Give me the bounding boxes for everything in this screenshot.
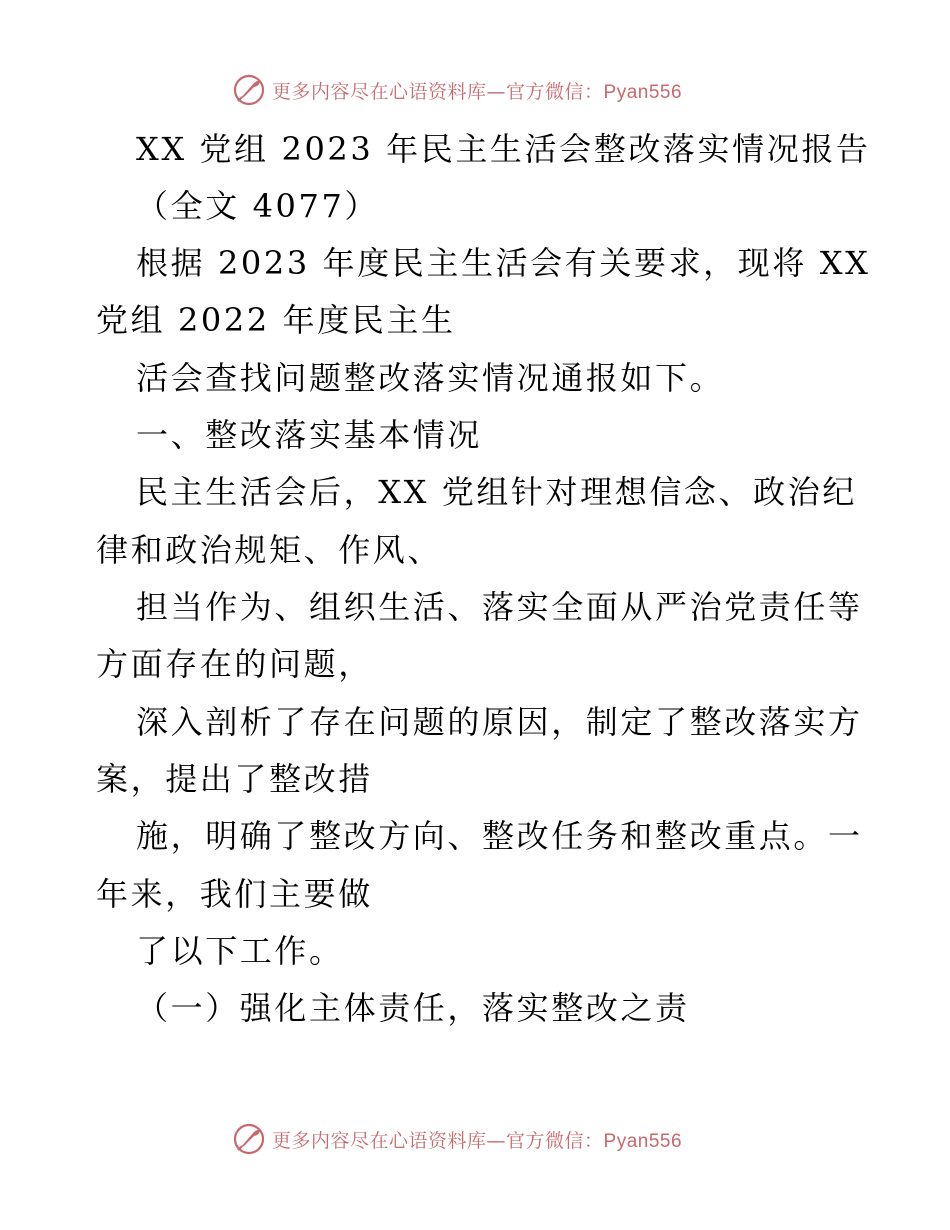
section-heading: 一、整改落实基本情况 [136, 416, 483, 454]
paragraph-line: 民主生活会后，XX 党组针对理想信念、政治纪 [136, 473, 857, 511]
watermark-wechat-id: Pyan556 [603, 81, 683, 103]
watermark-footer [232, 1122, 682, 1156]
document-subtitle: （全文 4077） [136, 187, 380, 225]
paragraph-line: 方面存在的问题， [96, 645, 373, 683]
watermark-text: 更多内容尽在心语资料库—官方微信：Pyan556 [272, 80, 683, 103]
quill-logo-icon [232, 73, 266, 107]
paragraph-line: 年来，我们主要做 [96, 875, 373, 913]
watermark-wechat-id: Pyan556 [603, 1130, 683, 1152]
paragraph-line: 律和政治规矩、作风、 [96, 531, 443, 569]
paragraph-line: 了以下工作。 [136, 932, 344, 970]
paragraph-line: 党组 2022 年度民主生 [96, 301, 456, 339]
document-title: XX 党组 2023 年民主生活会整改落实情况报告 [136, 130, 871, 168]
quill-logo-icon [232, 1122, 266, 1156]
paragraph-line: 根据 2023 年度民主生活会有关要求，现将 XX [136, 244, 871, 282]
watermark-header [232, 73, 682, 107]
paragraph-line: 担当作为、组织生活、落实全面从严治党责任等 [136, 588, 863, 626]
paragraph-line: 活会查找问题整改落实情况通报如下。 [136, 359, 725, 397]
subsection-heading: （一）强化主体责任，落实整改之责 [136, 989, 690, 1027]
paragraph-line: 深入剖析了存在问题的原因，制定了整改落实方 [136, 703, 863, 741]
paragraph-line: 案，提出了整改措 [96, 760, 373, 798]
watermark-text: 更多内容尽在心语资料库—官方微信：Pyan556 [272, 1129, 683, 1152]
paragraph-line: 施，明确了整改方向、整改任务和整改重点。一 [136, 817, 863, 855]
